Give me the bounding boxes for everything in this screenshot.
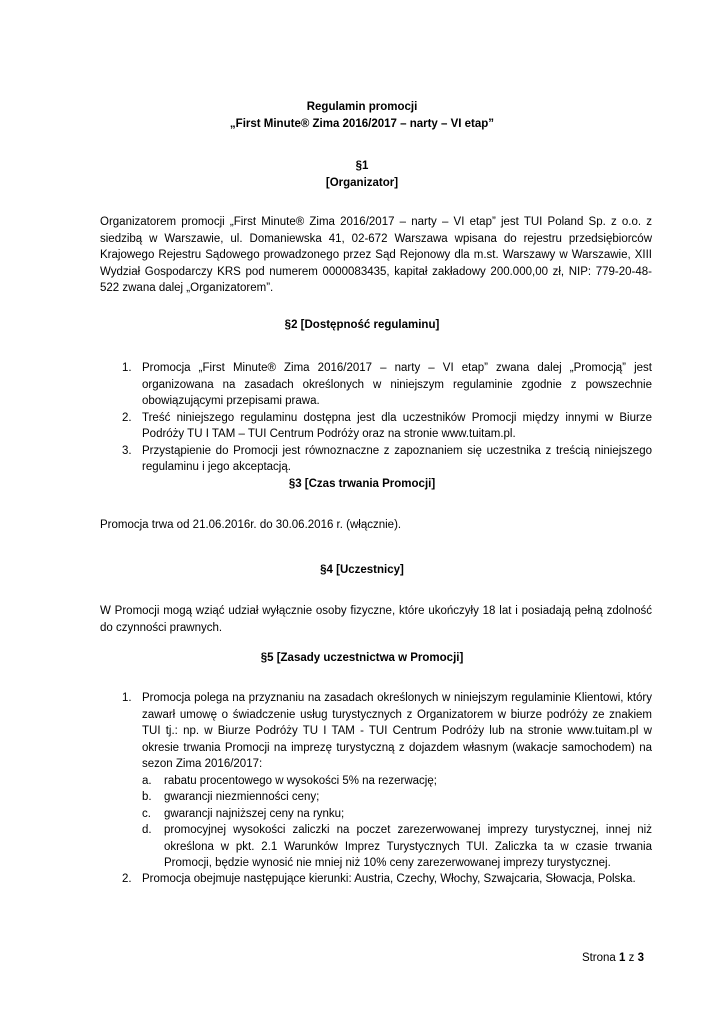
list-item: [122, 410, 652, 443]
list-item: [122, 871, 652, 888]
list-item-number: 1.: [122, 362, 132, 374]
sub-list-item-text: rabatu procentowego w wysokości 5% na rezerwację;: [164, 774, 437, 787]
sub-list: [142, 773, 652, 872]
sub-list-item-letter: a.: [142, 774, 152, 787]
current-page: 1: [619, 952, 626, 964]
list-item-text: Treść niniejszego regulaminu dostępna jest dla uczestników Promocji między innymi w Biurze Podróży TU I TAM – TUI Centrum Podróży oraz na stronie www.tuitam.pl.: [142, 411, 652, 440]
total-pages: 3: [637, 952, 644, 964]
section-3-paragraph: Promocja trwa od 21.06.2016r. do 30.06.2016 r. (włącznie).: [100, 519, 402, 531]
section-2-heading: §2 [Dostępność regulaminu]: [284, 319, 440, 331]
section-1-number: §1: [355, 160, 369, 172]
sub-list-item-text: gwarancji niezmienności ceny;: [164, 791, 320, 803]
list-item: [122, 443, 652, 476]
sub-list-item-letter: c.: [142, 807, 151, 820]
page-separator: z: [628, 952, 635, 964]
sub-list-item-text: promocyjnej wysokości zaliczki na poczet zarezerwowanej imprezy turystycznej, innej niż określona w pkt. 2.1 Warunków Imprez Turystycznych TUI. Zaliczka ta w czasie trwania Promocji, będzie wynosić nie mniej niż 10% ceny zarezerwowanej imprezy turystycznej.: [164, 824, 652, 869]
list-item-text: Przystąpienie do Promocji jest równoznaczne z zapoznaniem się uczestnika z treścią niniejszego regulaminu i jego akceptacją.: [142, 444, 652, 473]
list-item-number: 1.: [122, 692, 132, 704]
title-line-2: „First Minute® Zima 2016/2017 – narty – VI etap”: [229, 118, 495, 130]
section-1-heading: [0, 158, 724, 192]
list-item-number: 2.: [122, 411, 132, 424]
list-item-number: 3.: [122, 444, 132, 457]
document-title: [0, 99, 724, 133]
title-line-1: Regulamin promocji: [306, 101, 418, 113]
sub-list-item: [142, 773, 652, 790]
section-2-list: [122, 360, 652, 476]
sub-list-item: [142, 789, 652, 806]
section-5-list: [122, 690, 652, 872]
list-item: [122, 360, 652, 410]
section-1-paragraph: Organizatorem promocji „First Minute® Zima 2016/2017 – narty – VI etap” jest TUI Poland Sp. z o.o. z siedzibą w Warszawie, ul. Domaniewska 41, 02-672 Warszawa wpisana do rejestru przedsiębiorców Krajowego Rejestru Sądowego prowadzonego przez Sąd Rejonowy dla m.st. Warszawy w Warszawie, XIII Wydział Gospodarczy KRS pod numerem 0000083435, kapitał zakładowy 200.000,00 zł, NIP: 779-20-48-522 zwana dalej „Organizatorem”.: [100, 216, 652, 294]
sub-list-item-text: gwarancji najniższej ceny na rynku;: [164, 807, 345, 820]
sub-list-item-letter: d.: [142, 824, 152, 836]
list-item: [122, 690, 652, 872]
section-3-heading: §3 [Czas trwania Promocji]: [288, 478, 436, 490]
section-5-list-item-2: [122, 871, 652, 888]
list-item-text: Promocja „First Minute® Zima 2016/2017 – narty – VI etap” zwana dalej „Promocją” jest organizowana na zasadach określonych w niniejszym regulaminie zgodnie z powszechnie obowiązującymi przepisami prawa.: [142, 362, 652, 407]
sub-list-item: [142, 806, 652, 823]
page-number-footer: [582, 952, 644, 964]
section-4-paragraph: W Promocji mogą wziąć udział wyłącznie osoby fizyczne, które ukończyły 18 lat i posiadają pełną zdolność do czynności prawnych.: [100, 605, 652, 634]
list-item-text: Promocja polega na przyznaniu na zasadach określonych w niniejszym regulaminie Klientowi, który zawarł umowę o świadczenie usług turystycznych z Organizatorem w biurze podróży ze znakiem TUI tj.: np. w Biurze Podróży TU I TAM - TUI Centrum Podróży lub na stronie www.tuitam.pl w okresie trwania Promocji na imprezę turystyczną z dojazdem własnym (wakacje samochodem) na sezon Zima 2016/2017:: [142, 692, 652, 770]
list-item-text: Promocja obejmuje następujące kierunki: Austria, Czechy, Włochy, Szwajcaria, Słowacja, Polska.: [142, 873, 636, 885]
list-item-number: 2.: [122, 873, 132, 885]
section-5-heading: §5 [Zasady uczestnictwa w Promocji]: [260, 652, 464, 664]
section-1-title: [Organizator]: [325, 177, 399, 189]
section-4-heading: §4 [Uczestnicy]: [320, 564, 404, 576]
page-label: Strona: [581, 952, 616, 964]
sub-list-item: [142, 822, 652, 872]
sub-list-item-letter: b.: [142, 791, 152, 803]
